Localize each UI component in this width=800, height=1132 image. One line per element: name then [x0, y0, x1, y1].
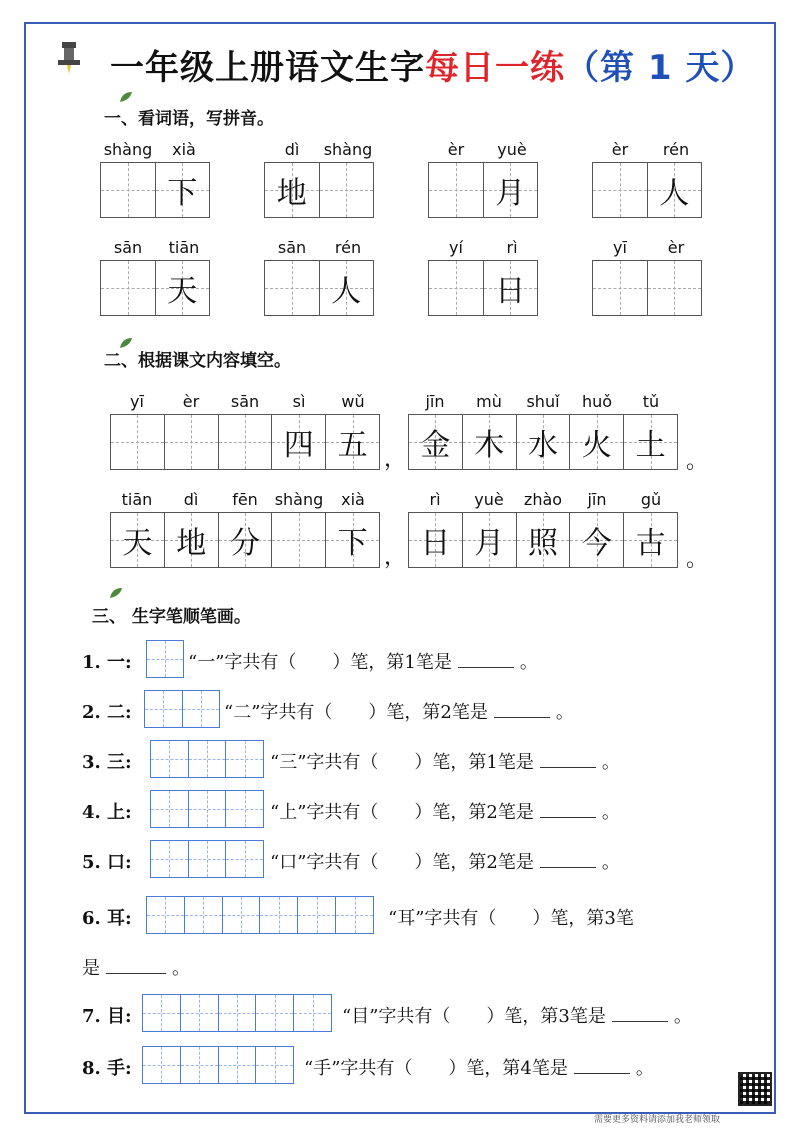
- pinyin-label: xià: [341, 490, 365, 509]
- grid-cell[interactable]: [219, 415, 273, 469]
- stroke-grid: [150, 740, 264, 778]
- pinyin-label: xià: [172, 140, 196, 159]
- question-label: 6. 耳:: [82, 908, 132, 929]
- pinyin-label: rén: [662, 140, 690, 159]
- question-text: [342, 1002, 692, 1028]
- grid-char: 土: [635, 428, 666, 463]
- stroke-cell[interactable]: [336, 897, 373, 933]
- pinyin-label: èr: [611, 140, 629, 159]
- question-end: 。: [601, 802, 620, 823]
- stroke-cell[interactable]: [226, 791, 263, 827]
- page-title: 一年级上册语文生字每日一练（第 1 天）: [110, 48, 756, 88]
- pinyin-label: dì: [284, 140, 300, 159]
- grid-cell[interactable]: [624, 415, 677, 469]
- grid-cell[interactable]: [648, 261, 702, 315]
- grid-cell[interactable]: [409, 513, 463, 567]
- pinyin-label: wǔ: [341, 392, 365, 411]
- stroke-cell[interactable]: [219, 1047, 257, 1083]
- question-label: 7. 目:: [82, 1006, 132, 1027]
- pinyin-label: rén: [334, 238, 362, 257]
- stroke-cell[interactable]: [181, 995, 219, 1031]
- pinyin-label: mù: [476, 392, 502, 411]
- pinyin-label: sān: [277, 238, 307, 257]
- grid-cell[interactable]: [165, 415, 219, 469]
- question-text: [388, 904, 634, 930]
- period: 。: [686, 449, 709, 474]
- word-grid: [428, 260, 538, 316]
- grid-cell[interactable]: [326, 415, 379, 469]
- grid-cell[interactable]: [165, 513, 219, 567]
- question-stem: “上”字共有（ ）笔，第2笔是: [270, 802, 534, 823]
- word-grid: [264, 260, 374, 316]
- question-text: [188, 648, 538, 674]
- grid-char: 火: [581, 428, 612, 463]
- question-stem: “耳”字共有（ ）笔，第3笔: [388, 908, 634, 929]
- stroke-grid: [144, 690, 220, 728]
- grid-char: 天: [167, 274, 198, 309]
- pinyin-label: èr: [667, 238, 685, 257]
- pinyin-label: yī: [130, 392, 144, 411]
- stroke-cell[interactable]: [226, 841, 263, 877]
- stroke-cell[interactable]: [143, 1047, 181, 1083]
- grid-cell[interactable]: [156, 261, 210, 315]
- grid-cell[interactable]: [463, 513, 517, 567]
- pinyin-label: jīn: [587, 490, 607, 509]
- grid-cell[interactable]: [101, 163, 156, 217]
- leaf-icon: [108, 586, 124, 600]
- grid-char: 人: [331, 274, 362, 309]
- question-label: 3. 三:: [82, 752, 132, 773]
- stroke-cell[interactable]: [151, 791, 189, 827]
- question-label: 4. 上:: [82, 802, 132, 823]
- grid-cell[interactable]: [265, 163, 320, 217]
- grid-cell[interactable]: [409, 415, 463, 469]
- grid-cell[interactable]: [463, 415, 517, 469]
- question-stem: “口”字共有（ ）笔，第2笔是: [270, 852, 534, 873]
- stroke-cell[interactable]: [147, 641, 183, 677]
- grid-cell[interactable]: [156, 163, 210, 217]
- grid-char: 古: [635, 526, 666, 561]
- period: 。: [686, 547, 709, 572]
- pinyin-label: yī: [613, 238, 627, 257]
- word-grid: [592, 162, 702, 218]
- grid-char: 金: [420, 428, 451, 463]
- grid-char: 月: [495, 176, 526, 211]
- stroke-cell[interactable]: [181, 1047, 219, 1083]
- grid-char: 地: [176, 526, 207, 561]
- stroke-cell[interactable]: [147, 897, 185, 933]
- stroke-cell[interactable]: [183, 691, 220, 727]
- grid-cell[interactable]: [326, 513, 379, 567]
- word-grid: [428, 162, 538, 218]
- stroke-cell[interactable]: [151, 741, 189, 777]
- grid-cell[interactable]: [111, 513, 165, 567]
- question-text: [270, 748, 620, 774]
- grid-cell[interactable]: [219, 513, 273, 567]
- answer-blank[interactable]: [612, 1021, 668, 1022]
- stroke-grid: [142, 994, 332, 1032]
- pinyin-label: tǔ: [642, 392, 660, 411]
- grid-char: 下: [337, 526, 368, 561]
- stroke-cell[interactable]: [143, 995, 181, 1031]
- poem-grid: [110, 414, 380, 470]
- word-grid: [100, 162, 210, 218]
- grid-char: 下: [167, 176, 198, 211]
- stroke-cell[interactable]: [185, 897, 223, 933]
- answer-blank[interactable]: [106, 973, 166, 974]
- pinyin-label: shàng: [323, 140, 373, 159]
- stroke-cell[interactable]: [145, 691, 183, 727]
- grid-cell[interactable]: [593, 261, 648, 315]
- grid-char: 五: [337, 428, 368, 463]
- answer-blank[interactable]: [540, 817, 596, 818]
- grid-cell[interactable]: [272, 513, 326, 567]
- answer-blank[interactable]: [540, 767, 596, 768]
- pinyin-label: èr: [447, 140, 465, 159]
- grid-cell[interactable]: [429, 261, 484, 315]
- grid-cell[interactable]: [570, 513, 624, 567]
- answer-blank[interactable]: [540, 867, 596, 868]
- question-end: 。: [601, 752, 620, 773]
- section1-heading: 一、看词语，写拼音。: [104, 109, 274, 129]
- grid-cell[interactable]: [484, 163, 538, 217]
- pinyin-label: rì: [506, 238, 518, 257]
- grid-char: 四: [283, 428, 314, 463]
- grid-cell[interactable]: [320, 163, 374, 217]
- grid-char: 水: [527, 428, 558, 463]
- pinyin-label: yuè: [474, 490, 504, 509]
- question-text: [270, 848, 620, 874]
- stroke-grid: [150, 840, 264, 878]
- grid-char: 日: [420, 526, 451, 561]
- pinyin-label: rì: [429, 490, 441, 509]
- grid-cell[interactable]: [320, 261, 374, 315]
- footer-note: 需要更多资料请添加我老师领取: [594, 1115, 721, 1125]
- pushpin-icon: [54, 40, 84, 76]
- stroke-cell[interactable]: [298, 897, 336, 933]
- grid-cell[interactable]: [624, 513, 677, 567]
- question-text: [224, 698, 574, 724]
- pinyin-label: yí: [449, 238, 463, 257]
- question-end: 。: [172, 958, 190, 979]
- question-end: 。: [519, 652, 538, 673]
- pinyin-label: fēn: [232, 490, 258, 509]
- grid-char: 日: [495, 274, 526, 309]
- stroke-cell[interactable]: [256, 1047, 293, 1083]
- grid-cell[interactable]: [517, 415, 571, 469]
- pinyin-label: gǔ: [640, 490, 662, 509]
- pinyin-label: sān: [113, 238, 143, 257]
- section2-heading: 二、根据课文内容填空。: [104, 351, 291, 371]
- grid-cell[interactable]: [101, 261, 156, 315]
- question-end: 。: [601, 852, 620, 873]
- comma: ，: [384, 447, 407, 472]
- question-end: 。: [635, 1058, 654, 1079]
- pinyin-label: sān: [230, 392, 260, 411]
- pinyin-label: èr: [182, 392, 200, 411]
- grid-cell[interactable]: [429, 163, 484, 217]
- stroke-cell[interactable]: [256, 995, 294, 1031]
- grid-char: 天: [122, 526, 153, 561]
- grid-char: 人: [659, 176, 690, 211]
- grid-char: 木: [474, 428, 505, 463]
- grid-cell[interactable]: [570, 415, 624, 469]
- word-grid: [100, 260, 210, 316]
- pinyin-label: shàng: [274, 490, 324, 509]
- pinyin-label: huǒ: [581, 392, 613, 411]
- question-label: 5. 口:: [82, 852, 132, 873]
- question-end: 。: [555, 702, 574, 723]
- stroke-cell[interactable]: [189, 841, 227, 877]
- question-continuation: [82, 954, 190, 980]
- pinyin-label: tiān: [168, 238, 200, 257]
- question-stem: “二”字共有（ ）笔，第2笔是: [224, 702, 488, 723]
- pinyin-label: yuè: [497, 140, 527, 159]
- stroke-cell[interactable]: [294, 995, 331, 1031]
- grid-cell[interactable]: [484, 261, 538, 315]
- question-cont: 是: [82, 958, 100, 979]
- pinyin-label: dì: [183, 490, 199, 509]
- grid-cell[interactable]: [272, 415, 326, 469]
- stroke-cell[interactable]: [219, 995, 257, 1031]
- answer-blank[interactable]: [458, 667, 514, 668]
- pinyin-label: shàng: [103, 140, 153, 159]
- pinyin-label: tiān: [121, 490, 153, 509]
- stroke-grid: [142, 1046, 294, 1084]
- poem-grid: [408, 414, 678, 470]
- stroke-cell[interactable]: [226, 741, 263, 777]
- word-grid: [264, 162, 374, 218]
- grid-char: 分: [229, 526, 260, 561]
- question-label: 1. 一:: [82, 652, 132, 673]
- grid-cell[interactable]: [265, 261, 320, 315]
- question-label: 2. 二:: [82, 702, 132, 723]
- answer-blank[interactable]: [574, 1073, 630, 1074]
- qr-code: [738, 1072, 772, 1106]
- grid-cell[interactable]: [593, 163, 648, 217]
- question-text: [304, 1054, 654, 1080]
- question-stem: “目”字共有（ ）笔，第3笔是: [342, 1006, 606, 1027]
- question-stem: “一”字共有（ ）笔，第1笔是: [188, 652, 452, 673]
- stroke-cell[interactable]: [151, 841, 189, 877]
- grid-cell[interactable]: [111, 415, 165, 469]
- pinyin-label: shuǐ: [526, 392, 560, 411]
- section3-heading: 三、 生字笔顺笔画。: [92, 607, 251, 627]
- comma: ，: [384, 545, 407, 570]
- grid-char: 照: [527, 526, 558, 561]
- question-end: 。: [673, 1006, 692, 1027]
- stroke-grid: [146, 896, 374, 934]
- question-text: [270, 798, 620, 824]
- word-grid: [592, 260, 702, 316]
- grid-char: 月: [474, 526, 505, 561]
- grid-cell[interactable]: [517, 513, 571, 567]
- stroke-grid: [150, 790, 264, 828]
- pinyin-label: jīn: [425, 392, 445, 411]
- leaf-icon: [118, 90, 134, 104]
- stroke-grid: [146, 640, 184, 678]
- stroke-cell[interactable]: [223, 897, 261, 933]
- grid-char: 今: [581, 526, 612, 561]
- grid-cell[interactable]: [648, 163, 702, 217]
- stroke-cell[interactable]: [189, 741, 227, 777]
- poem-grid: [110, 512, 380, 568]
- stroke-cell[interactable]: [260, 897, 298, 933]
- pinyin-label: sì: [292, 392, 306, 411]
- answer-blank[interactable]: [494, 717, 550, 718]
- question-stem: “手”字共有（ ）笔，第4笔是: [304, 1058, 568, 1079]
- pinyin-label: zhào: [523, 490, 563, 509]
- question-stem: “三”字共有（ ）笔，第1笔是: [270, 752, 534, 773]
- stroke-cell[interactable]: [189, 791, 227, 827]
- grid-char: 地: [276, 176, 307, 211]
- poem-grid: [408, 512, 678, 568]
- question-label: 8. 手:: [82, 1058, 132, 1079]
